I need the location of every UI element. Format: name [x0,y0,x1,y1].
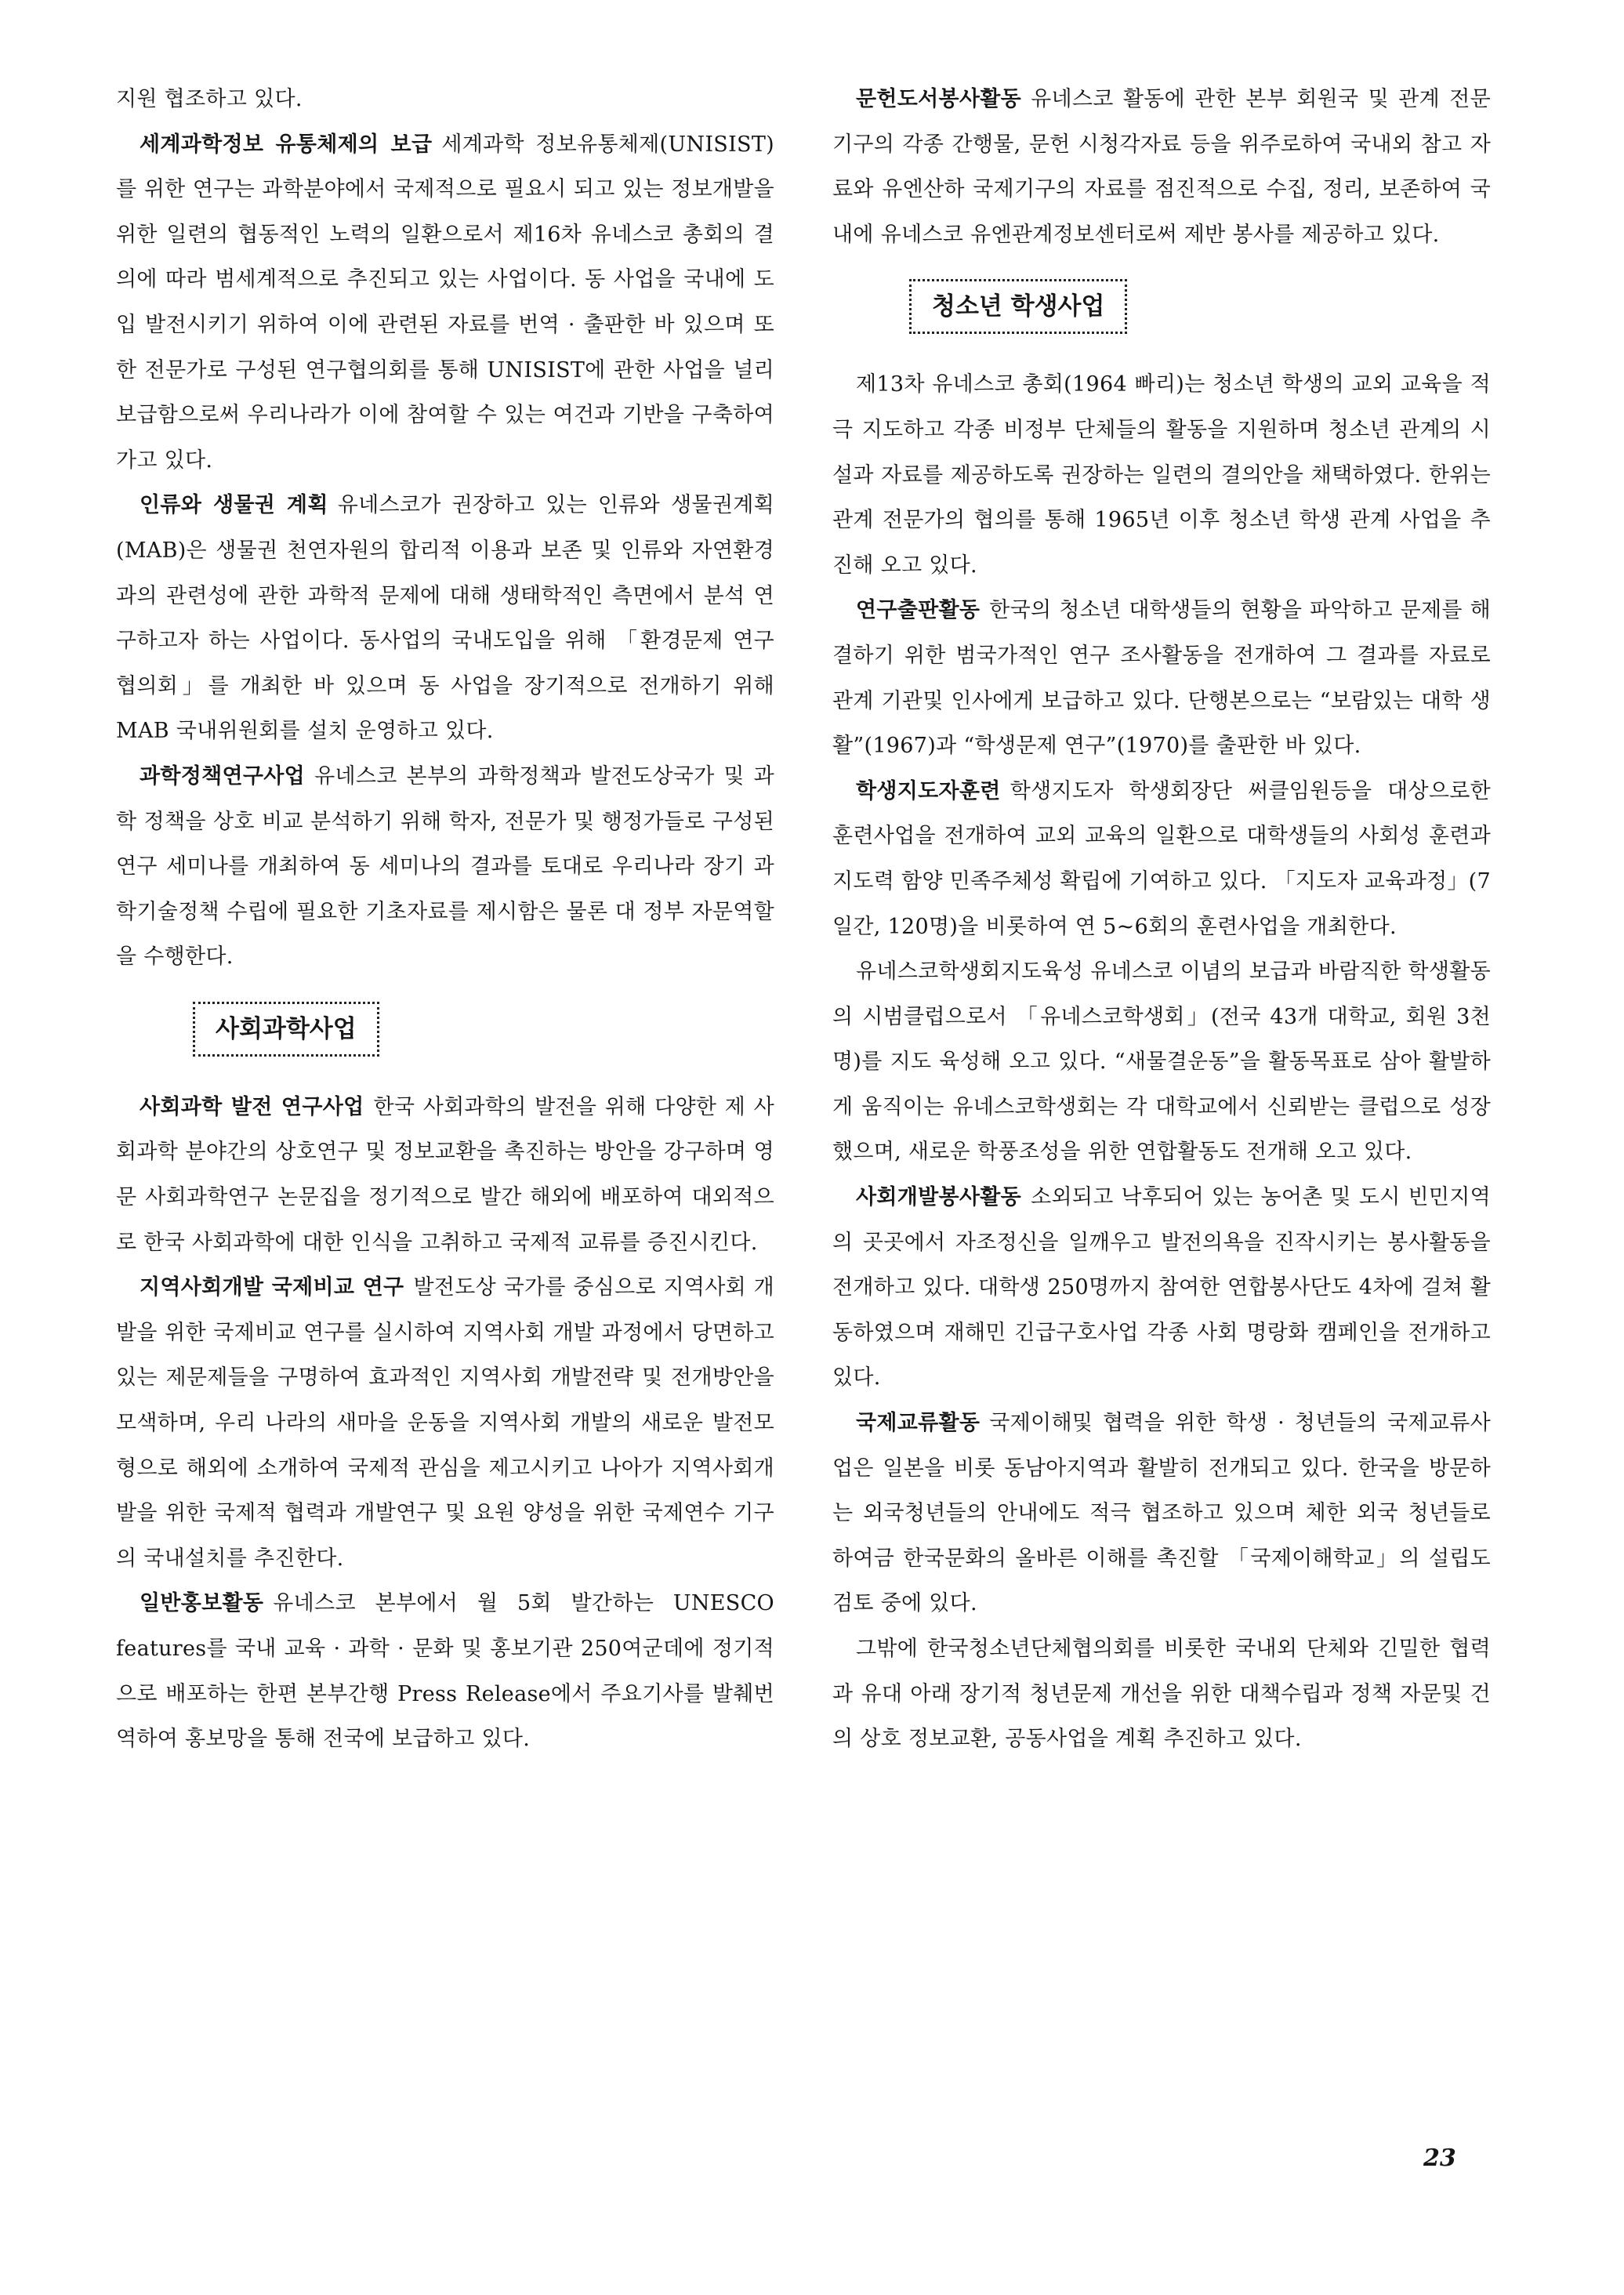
paragraph-heading: 일반홍보활동 [140,1591,264,1616]
paragraph-heading: 문헌도서봉사활동 [856,87,1022,111]
paragraph-heading: 과학정책연구사업 [140,763,306,789]
paragraph-general-conference: 제13차 유네스코 총회(1964 빠리)는 청소년 학생의 교외 교육을 적극 지도하고 각종 비정부 단체들의 활동을 지원하며 청소년 관계의 시설과 자료를 제공하도록 권장하는 일련의 결의안을 채택하였다. 한위는 관계 전문가의 협의를 통해 1965년 이후 청소년 학생 관계 사업을 추진해 오고 있다. [832,372,1491,578]
left-column [116,77,774,1762]
paragraph-heading: 사회과학 발전 연구사업 [140,1094,364,1119]
paragraph-public-relations [116,1581,774,1761]
paragraph-leader-training [832,769,1491,949]
paragraph-body: 소외되고 낙후되어 있는 농어촌 및 도시 빈민지역의 곳곳에서 자조정신을 일깨우고 발전의욕을 진작시키는 봉사활동을 전개하고 있다. 대학생 250명까지 참여한 연합봉사단도 4차에 걸쳐 활동하였으며 재해민 긴급구호사업 각종 사회 명랑화 캠페인을 전개하고 있다. [832,1185,1491,1390]
paragraph-mab [116,483,774,754]
paragraph-heading: 국제교류활동 [856,1411,981,1436]
right-column [832,77,1491,1762]
paragraph-body: 학생지도자 학생회장단 써클임원등을 대상으로한 훈련사업을 전개하여 교외 교육의 일환으로 대학생들의 사회성 훈련과 지도력 함양 민족주체성 확립에 기여하고 있다. 「지도자 교육과정」(7일간, 120명)을 비롯하여 연 5~6회의 훈련사업을 개최한다. [832,778,1491,939]
paragraph-body: 세계과학 정보유통체제(UNISIST)를 위한 연구는 과학분야에서 국제적으로 필요시 되고 있는 정보개발을 위한 일련의 협동적인 노력의 일환으로서 제16차 유네스코 총회의 결의에 따라 범세계적으로 추진되고 있는 사업이다. 동 사업을 국내에 도입 발전시키기 위하여 이에 관련된 자료를 번역 · 출판한 바 있으며 또한 전문가로 구성된 연구협의회를 통해 UNISIST에 관한 사업을 널리 보급함으로써 우리나라가 이에 참여할 수 있는 여건과 기반을 구축하여 가고 있다. [116,132,774,473]
paragraph-body: 유네스코가 권장하고 있는 인류와 생물권계획(MAB)은 생물권 천연자원의 합리적 이용과 보존 및 인류와 자연환경과의 관련성에 관한 과학적 문제에 대해 생태학적인 측면에서 분석 연구하고자 하는 사업이다. 동사업의 국내도입을 위해 「환경문제 연구 협의회」를 개최한 바 있으며 동 사업을 장기적으로 전개하기 위해 MAB 국내위원회를 설치 운영하고 있다. [116,493,774,744]
section-title-social-science: 사회과학사업 [193,1002,379,1057]
paragraph-heading: 학생지도자훈련 [856,778,1001,803]
paragraph-heading: 인류와 생물권 계획 [140,493,328,518]
page-number: 23 [1423,2145,1456,2172]
paragraph-body: 국제이해및 협력을 위한 학생 · 청년들의 국제교류사업은 일본을 비롯 동남아지역과 활발히 전개되고 있다. 한국을 방문하는 외국청년들의 안내에도 적극 협조하고 있으며 체한 외국 청년들로 하여금 한국문화의 올바른 이해를 촉진할 「국제이해학교」의 설립도 검토 중에 있다. [832,1411,1491,1616]
paragraph-library-service [832,77,1491,257]
paragraph-body: 유네스코 본부에서 월 5회 발간하는 UNESCO features를 국내 교육 · 과학 · 문화 및 홍보기관 250여군데에 정기적으로 배포하는 한편 본부간행 Press Release에서 주요기사를 발췌번역하여 홍보망을 통해 전국에 보급하고 있다. [116,1591,774,1752]
paragraph-science-policy [116,754,774,980]
paragraph-body: 유네스코 본부의 과학정책과 발전도상국가 및 과학 정책을 상호 비교 분석하기 위해 학자, 전문가 및 행정가들로 구성된 연구 세미나를 개최하여 동 세미나의 결과를 토대로 우리나라 장기 과학기술정책 수립에 필요한 기초자료를 제시함은 물론 대 정부 자문역할을 수행한다. [116,763,774,970]
paragraph-research-publication [832,588,1491,768]
paragraph-social-science-research [116,1085,774,1265]
paragraph-body: 유네스코 활동에 관한 본부 회원국 및 관계 전문기구의 각종 간행물, 문헌 시청각자료 등을 위주로하여 국내외 참고 자료와 유엔산하 국제기구의 자료를 점진적으로 수집, 정리, 보존하여 국내에 유네스코 유엔관계정보센터로써 제반 봉사를 제공하고 있다. [832,87,1491,247]
paragraph-heading: 연구출판활동 [856,598,981,623]
paragraph-heading: 사회개발봉사활동 [856,1185,1022,1210]
paragraph-international-exchange [832,1401,1491,1626]
section-title-youth-student: 청소년 학생사업 [909,279,1127,334]
paragraph-body: 발전도상 국가를 중심으로 지역사회 개발을 위한 국제비교 연구를 실시하여 지역사회 개발 과정에서 당면하고 있는 제문제들을 구명하여 효과적인 지역사회 개발전략 및 전개방안을 모색하며, 우리 나라의 새마을 운동을 지역사회 개발의 새로운 발전모형으로 해외에 소개하여 국제적 관심을 제고시키고 나아가 지역사회개발을 위한 국제적 협력과 개발연구 및 요원 양성을 위한 국제연수 기구의 국내설치를 추진한다. [116,1275,774,1571]
paragraph-body: 한국의 청소년 대학생들의 현황을 파악하고 문제를 해결하기 위한 범국가적인 연구 조사활동을 전개하여 그 결과를 자료로 관계 기관및 인사에게 보급하고 있다. 단행본으로는 “보람있는 대학 생활”(1967)과 “학생문제 연구”(1970)를 출판한 바 있다. [832,598,1491,759]
paragraph-student-club: 유네스코학생회지도육성 유네스코 이념의 보급과 바람직한 학생활동의 시범클럽으로서 「유네스코학생회」(전국 43개 대학교, 회원 3천명)를 지도 육성해 오고 있다. “새물결운동”을 활동목표로 삼아 활발하게 움직이는 유네스코학생회는 각 대학교에서 신뢰받는 클럽으로 성장했으며, 새로운 학풍조성을 위한 연합활동도 전개해 오고 있다. [832,959,1491,1165]
paragraph-body: 한국 사회과학의 발전을 위해 다양한 제 사회과학 분야간의 상호연구 및 정보교환을 촉진하는 방안을 강구하며 영문 사회과학연구 논문집을 정기적으로 발간 해외에 배포하여 대외적으로 한국 사회과학에 대한 인식을 고취하고 국제적 교류를 증진시킨다. [116,1094,774,1255]
paragraph-continuation: 지원 협조하고 있다. [116,87,303,111]
paragraph-heading: 세계과학정보 유통체제의 보급 [140,132,433,157]
paragraph-closing: 그밖에 한국청소년단체협의회를 비롯한 국내외 단체와 긴밀한 협력과 유대 아래 장기적 청년문제 개선을 위한 대책수립과 정책 자문및 건의 상호 정보교환, 공동사업을 계획 추진하고 있다. [832,1637,1491,1752]
paragraph-social-service [832,1175,1491,1401]
paragraph-unisist [116,122,774,484]
paragraph-heading: 지역사회개발 국제비교 연구 [140,1275,404,1300]
paragraph-community-development [116,1265,774,1581]
